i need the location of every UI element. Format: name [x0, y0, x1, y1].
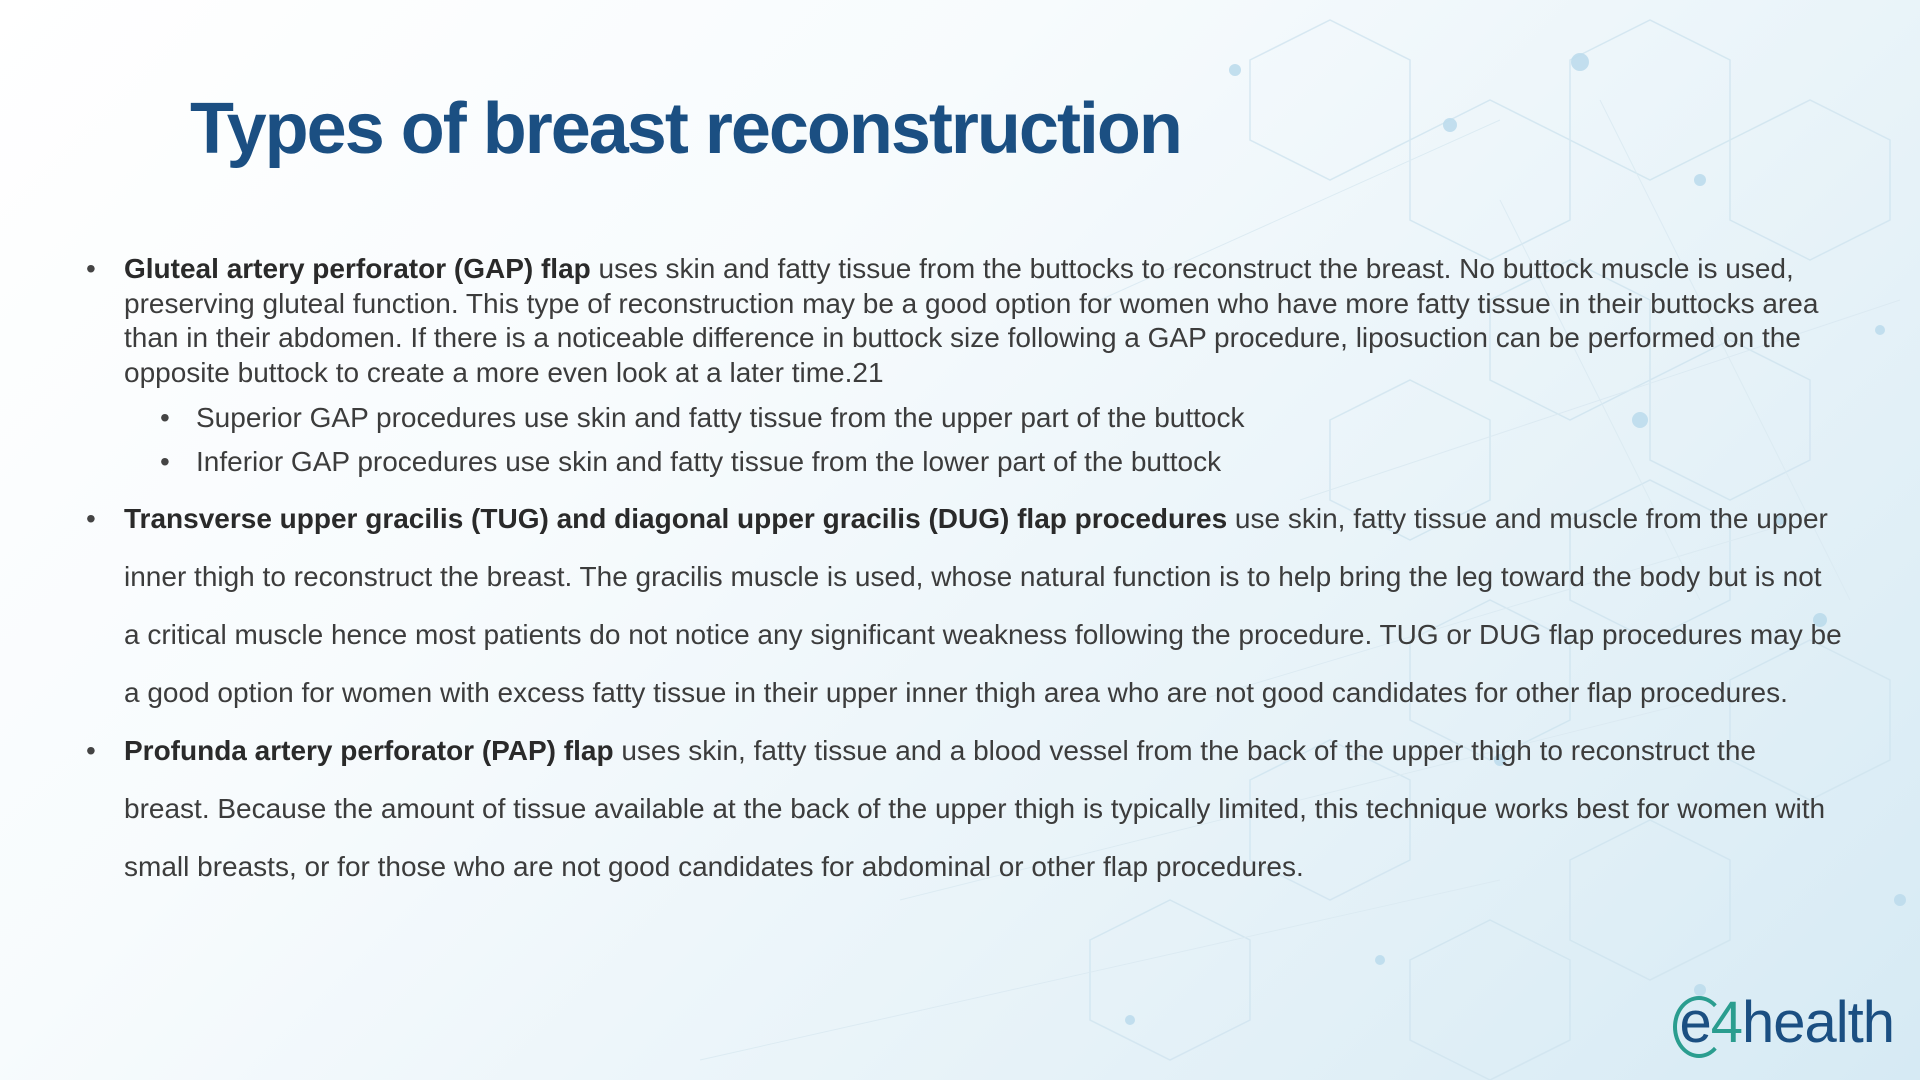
bullet-tug-dug-flap [84, 490, 1844, 722]
logo-e: e [1679, 990, 1711, 1055]
logo-four: 4 [1710, 990, 1742, 1055]
bullet-pap-flap-heading: Profunda artery perforator (PAP) flap [124, 735, 614, 766]
bullet-pap-flap [84, 722, 1844, 896]
e4health-logo [1679, 989, 1894, 1056]
sub-bullet-inferior-gap: • Inferior GAP procedures use skin and fatty tissue from the lower part of the buttock [124, 440, 1844, 484]
gap-sub-list [124, 396, 1844, 484]
bullet-tug-dug-text: use skin, fatty tissue and muscle from the upper inner thigh to reconstruct the breast. The gracilis muscle is used, whose natural function is to help bring the leg toward the body but is not a critical muscle hence most patients do not notice any significant weakness following the procedure. TUG or DUG flap procedures may be a good option for women with excess fatty tissue in their upper inner thigh area who are not good candidates for other flap procedures. [124, 503, 1842, 708]
bullet-gap-flap-heading: Gluteal artery perforator (GAP) flap [124, 253, 591, 284]
logo-health: health [1741, 990, 1894, 1055]
bullet-tug-dug-heading: Transverse upper gracilis (TUG) and diagonal upper gracilis (DUG) flap procedures [124, 503, 1228, 534]
sub-bullet-superior-gap: • Superior GAP procedures use skin and fatty tissue from the upper part of the buttock [124, 396, 1844, 440]
slide-title: Types of breast reconstruction [190, 89, 1181, 169]
bullet-list [84, 252, 1844, 896]
bullet-pap-flap-text: uses skin, fatty tissue and a blood vessel from the back of the upper thigh to reconstruct the breast. Because the amount of tissue available at the back of the upper thigh is typically limited, this technique works best for women with small breasts, or for those who are not good candidates for abdominal or other flap procedures. [124, 735, 1826, 882]
bullet-gap-flap-text: uses skin and fatty tissue from the buttocks to reconstruct the breast. No buttock muscle is used, preserving gluteal function. This type of reconstruction may be a good option for women who have more fatty tissue in their buttocks area than in their abdomen. If there is a noticeable difference in buttock size following a GAP procedure, liposuction can be performed on the opposite buttock to create a more even look at a later time.21 [124, 253, 1819, 388]
bullet-gap-flap [84, 252, 1844, 484]
